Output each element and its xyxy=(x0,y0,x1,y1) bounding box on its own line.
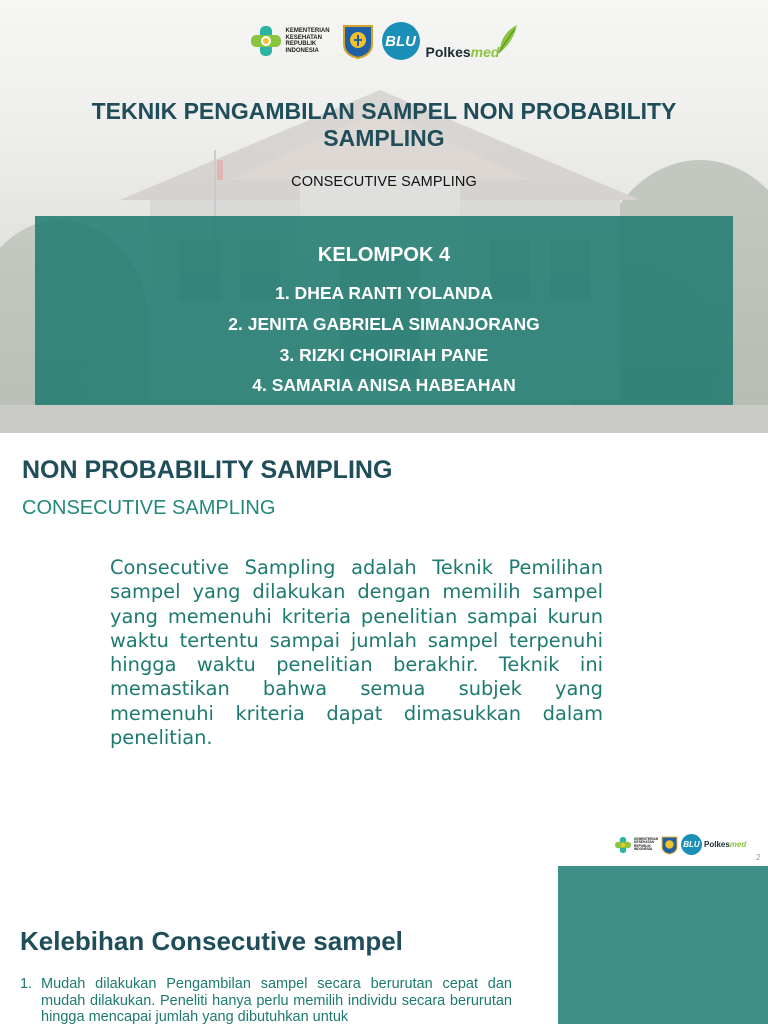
kemenkes-line: INDONESIA xyxy=(285,47,319,54)
team-heading: KELOMPOK 4 xyxy=(317,244,451,266)
kemenkes-line: KESEHATAN xyxy=(634,840,655,844)
team-member: 1. DHEA RANTI YOLANDA xyxy=(275,283,493,303)
kemenkes-line: REPUBLIK xyxy=(634,843,651,848)
kemenkes-line: KEMENTERIAN xyxy=(634,836,659,841)
polkesmed-logo-text: Polkes xyxy=(704,840,730,849)
team-member: 4. SAMARIA ANISA HABEAHAN xyxy=(252,375,516,395)
kemenkes-cross-icon xyxy=(249,24,283,58)
leaf-icon xyxy=(495,23,519,57)
list-item xyxy=(20,976,512,1024)
blu-logo: BLU xyxy=(382,22,420,60)
team-member: 2. JENITA GABRIELA SIMANJORANG xyxy=(228,314,540,334)
presentation-subtitle: CONSECUTIVE SAMPLING xyxy=(291,174,477,190)
title-slide xyxy=(0,0,768,433)
kemenkes-logo xyxy=(249,24,334,58)
list-item-text: Mudah dilakukan Pengambilan sampel secara berurutan cepat dan mudah dilakukan. Peneliti hanya perlu memilih individu secara berurutan hingga mencapai jumlah yang dibutuhkan untuk xyxy=(41,976,512,1024)
polkesmed-logo-text: Polkes xyxy=(425,43,471,60)
polkesmed-logo-accent: med xyxy=(470,43,500,60)
team-box xyxy=(35,216,733,405)
kemenkes-line: KESEHATAN xyxy=(285,34,322,41)
definition-slide xyxy=(0,433,768,866)
partner-logos-small xyxy=(614,834,746,855)
list-item-number: 1. xyxy=(20,976,33,992)
slide-subtitle: CONSECUTIVE SAMPLING xyxy=(22,497,276,519)
kemenkes-cross-icon xyxy=(614,836,632,854)
polkesmed-logo xyxy=(426,23,520,60)
kemenkes-line: INDONESIA xyxy=(634,847,653,851)
page-number: 2 xyxy=(756,853,761,862)
partner-logos xyxy=(0,18,768,64)
team-member: 3. RIZKI CHOIRIAH PANE xyxy=(279,345,489,365)
poltekkes-emblem-icon xyxy=(340,22,376,60)
polkesmed-logo-accent: med xyxy=(729,840,747,849)
kemenkes-line: REPUBLIK xyxy=(285,41,317,47)
blu-logo: BLU xyxy=(681,834,702,855)
advantages-slide xyxy=(0,866,768,1024)
polkesmed-logo xyxy=(704,840,746,849)
decorative-panel xyxy=(558,866,768,1024)
slide-title: NON PROBABILITY SAMPLING xyxy=(22,456,393,484)
presentation-title: TEKNIK PENGAMBILAN SAMPEL NON PROBABILITY SAMPLING xyxy=(91,98,677,151)
poltekkes-emblem-icon xyxy=(660,835,679,855)
definition-paragraph: Consecutive Sampling adalah Teknik Pemilihan sampel yang dilakukan dengan memilih sampel yang memenuhi kriteria penelitian sampai kurun waktu tertentu sampai jumlah sampel terpenuhi hingga waktu penelitian berakhir. Teknik ini memastikan bahwa semua subjek yang memenuhi kriteria dapat dimasukkan dalam penelitian. xyxy=(110,556,603,750)
kemenkes-line: KEMENTERIAN xyxy=(285,28,330,34)
slide-title: Kelebihan Consecutive sampel xyxy=(20,926,403,956)
